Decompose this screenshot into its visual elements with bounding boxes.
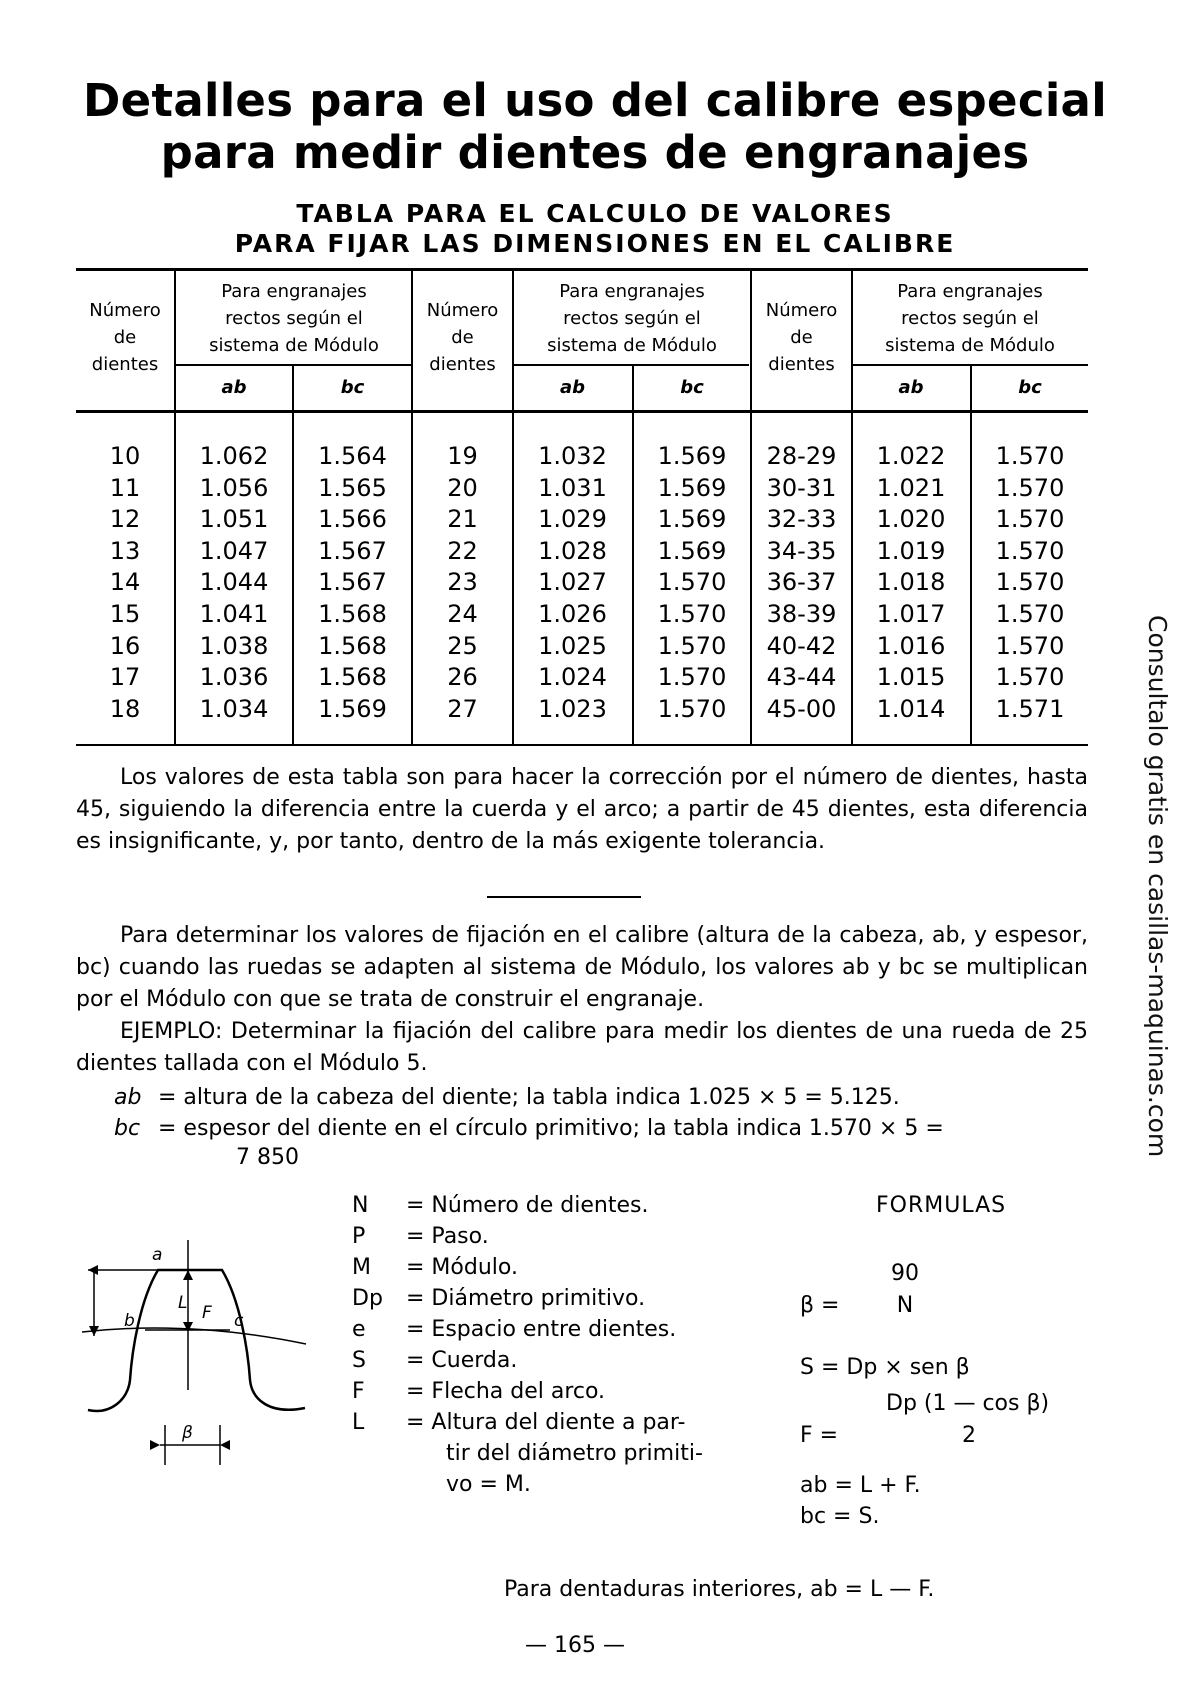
formula-beta-lhs: β = [800,1293,840,1318]
example-bc-label: bc [114,1116,141,1141]
paragraph-example: EJEMPLO: Determinar la fijación del calibre para medir los dientes de una rueda de 25 dientes tallada con el Módulo 5. [76,1019,1088,1076]
arrow-head [183,1270,193,1280]
table-cell: 40-42 [766,631,837,660]
table-cell: 1.014 [876,694,946,723]
table-cell: 1.565 [318,473,387,502]
table-cell: 10 [109,442,141,470]
table-cell: 1.051 [199,505,269,534]
table-cell: 1.570 [995,505,1065,534]
formula-beta-numerator: 90 [891,1261,919,1286]
table-cell: 30-31 [766,473,837,502]
table-cell: 1.570 [657,663,727,692]
formula-f-lhs: F = [800,1423,839,1448]
table-cell: 1.570 [657,599,727,628]
column-ab-1 [176,441,292,725]
example-ab-text: = altura de la cabeza del diente; la tabla indica 1.025 × 5 = 5.125. [158,1085,900,1110]
table-cell: 36-37 [766,568,837,597]
subheader-rule-1 [176,364,412,366]
legend-symbol: L [352,1410,365,1435]
table-cell: 1.023 [538,694,607,723]
legend-text: = Espacio entre dientes. [406,1317,677,1342]
column-dientes-2 [413,441,512,725]
page-number: — 165 — [525,1633,625,1658]
arrow-head [220,1440,230,1450]
column-dientes-1 [76,441,174,725]
subheader-bc: bc [680,377,704,398]
table-cell: 1.566 [318,505,387,534]
table-cell: 18 [109,694,141,723]
table-cell: 1.029 [538,505,607,534]
table-cell: 17 [109,663,141,692]
header-group-modulo: Para engranajes rectos según el sistema de Módulo [209,281,379,356]
table-cell: 1.036 [199,663,269,692]
table-cell: 1.568 [318,663,387,692]
subheader-bc: bc [1018,377,1042,398]
example-bc-result: 7 850 [236,1145,299,1170]
legend-text: = Módulo. [406,1255,518,1280]
label-L: L [178,1293,188,1313]
table-cell: 1.569 [657,473,727,502]
example-bc-text: = espesor del diente en el círculo primitivo; la tabla indica 1.570 × 5 = [158,1116,944,1141]
table-cell: 1.569 [657,536,727,565]
table-cell: 20 [447,473,478,502]
table-cell: 24 [447,599,478,628]
table-cell: 1.047 [199,536,269,565]
table-cell: 32-33 [766,505,837,534]
legend-symbol: F [352,1379,365,1404]
gear-tooth-diagram [70,1240,330,1500]
header-group-modulo: Para engranajes rectos según el sistema de Módulo [547,281,717,356]
formula-f-numerator: Dp (1 — cos β) [886,1391,1050,1416]
table-cell: 1.567 [318,536,387,565]
formulas-title: FORMULAS [876,1193,1007,1218]
table-cell: 11 [109,473,141,502]
table-cell: 23 [447,568,478,597]
subheader-rule-2 [513,364,749,366]
table-cell: 19 [447,442,478,470]
table-cell: 43-44 [766,663,837,692]
table-cell: 1.028 [538,536,607,565]
label-F: F [202,1303,212,1323]
column-bc-2 [634,441,750,725]
formula-beta-denominator: N [896,1293,914,1318]
table-cell: 1.571 [995,694,1065,723]
paragraph-instructions: Para determinar los valores de fijación en el calibre (altura de la cabeza, ab, y espesor, bc) cuando las ruedas se adapten al sistema de Módulo, los valores ab y bc se multiplican por el Módulo con que se trata de construir el engranaje. [76,923,1088,1012]
table-cell: 1.570 [995,536,1065,565]
table-cell: 1.019 [876,536,946,565]
header-group-modulo: Para engranajes rectos según el sistema de Módulo [885,281,1055,356]
table-cell: 1.018 [876,568,946,597]
table-cell: 12 [109,505,141,534]
table-cell: 1.564 [318,442,387,470]
table-cell: 1.570 [995,631,1065,660]
section-divider [487,896,641,898]
legend-symbol: e [352,1317,366,1342]
table-cell: 34-35 [766,536,837,565]
table-cell: 1.568 [318,599,387,628]
table-cell: 1.025 [538,631,607,660]
table-subtitle-line1: TABLA PARA EL CALCULO DE VALORES [296,199,894,228]
interior-gear-note: Para dentaduras interiores, ab = L — F. [504,1577,935,1602]
example-ab-label: ab [114,1085,142,1110]
table-cell: 1.044 [199,568,269,597]
legend-text: = Diámetro primitivo. [406,1286,646,1311]
formula-s: S = Dp × sen β [800,1355,970,1380]
column-ab-2 [513,441,632,725]
table-subtitle-line2: PARA FIJAR LAS DIMENSIONES EN EL CALIBRE [234,229,956,258]
table-cell: 1.022 [876,442,946,470]
side-watermark-text: Consultalo gratis en casillas-maquinas.com [1143,615,1172,1158]
arrow-head [88,1265,98,1275]
table-cell: 1.567 [318,568,387,597]
formula-f-denominator: 2 [962,1423,976,1448]
page-title-line1: Detalles para el uso del calibre especial [83,74,1107,127]
table-top-rule [76,268,1088,271]
tooth-profile [88,1270,305,1411]
subheader-ab: ab [559,377,586,398]
label-c: c [234,1311,244,1331]
table-cell: 26 [447,663,478,692]
table-cell: 1.016 [876,631,946,660]
subheader-ab: ab [898,377,924,398]
column-dientes-3 [752,441,851,725]
table-cell: 1.041 [199,599,269,628]
table-cell: 38-39 [766,599,837,628]
table-cell: 1.570 [995,568,1065,597]
table-cell: 1.031 [538,473,607,502]
subheader-bc: bc [340,377,365,398]
header-numero-dientes: Número de dientes [426,300,499,375]
table-cell: 1.570 [995,663,1065,692]
page-title-line2: para medir dientes de engranajes [160,126,1030,179]
legend-symbol: P [352,1224,366,1249]
table-cell: 13 [109,536,141,565]
table-cell: 1.062 [199,442,269,470]
table-cell: 25 [447,631,478,660]
table-cell: 1.017 [876,599,946,628]
legend-symbol: N [352,1193,369,1218]
table-cell: 1.569 [318,694,387,723]
table-cell: 1.020 [876,505,946,534]
table-cell: 1.027 [538,568,607,597]
legend-text: vo = M. [446,1472,531,1497]
table-cell: 1.570 [657,631,727,660]
table-cell: 1.015 [876,663,946,692]
table-cell: 1.026 [538,599,607,628]
legend-text: tir del diámetro primiti- [446,1441,703,1466]
table-cell: 15 [109,599,141,628]
paragraph-note: Los valores de esta tabla son para hacer la corrección por el número de dientes, hasta 45, siguiendo la diferencia entre la cuerda y el arco; a partir de 45 dientes, esta diferencia es insignificante, y, por tanto, dentro de la más exigente tolerancia. [76,765,1088,854]
legend-symbol: S [352,1348,366,1373]
table-cell: 1.570 [995,473,1065,502]
header-numero-dientes: Número de dientes [89,300,161,375]
table-cell: 27 [447,694,478,723]
legend-text: = Flecha del arco. [406,1379,606,1404]
table-cell: 1.570 [657,694,727,723]
column-ab-3 [852,441,970,725]
table-cell: 1.570 [657,568,727,597]
legend-text: = Número de dientes. [406,1193,649,1218]
table-cell: 1.038 [199,631,269,660]
label-b: b [124,1311,135,1331]
table-cell: 1.032 [538,442,607,470]
legend-text: = Cuerda. [406,1348,518,1373]
table-bottom-rule [76,744,1088,746]
formula-ab: ab = L + F. [800,1473,921,1498]
table-cell: 1.570 [995,442,1065,470]
table-cell: 16 [109,631,141,660]
table-cell: 1.021 [876,473,946,502]
legend-text: = Altura del diente a par- [406,1410,686,1435]
arrow-head [150,1440,160,1450]
table-cell: 45-00 [766,694,837,723]
label-beta: β [182,1423,193,1443]
header-numero-dientes: Número de dientes [765,300,838,375]
legend-text: = Paso. [406,1224,489,1249]
table-cell: 1.568 [318,631,387,660]
header-bottom-rule [76,410,1088,413]
table-cell: 1.034 [199,694,269,723]
label-a: a [152,1245,163,1265]
column-bc-1 [294,441,411,725]
table-cell: 1.569 [657,505,727,534]
subheader-ab: ab [221,377,247,398]
table-cell: 1.569 [657,442,727,470]
column-bc-3 [972,441,1088,725]
table-cell: 21 [447,505,478,534]
formula-bc: bc = S. [800,1504,880,1529]
table-cell: 1.024 [538,663,607,692]
legend-symbol: M [352,1255,371,1280]
table-cell: 14 [109,568,141,597]
table-cell: 1.570 [995,599,1065,628]
table-cell: 22 [447,536,478,565]
table-cell: 28-29 [766,442,837,470]
legend-symbol: Dp [352,1286,383,1311]
table-cell: 1.056 [199,473,269,502]
